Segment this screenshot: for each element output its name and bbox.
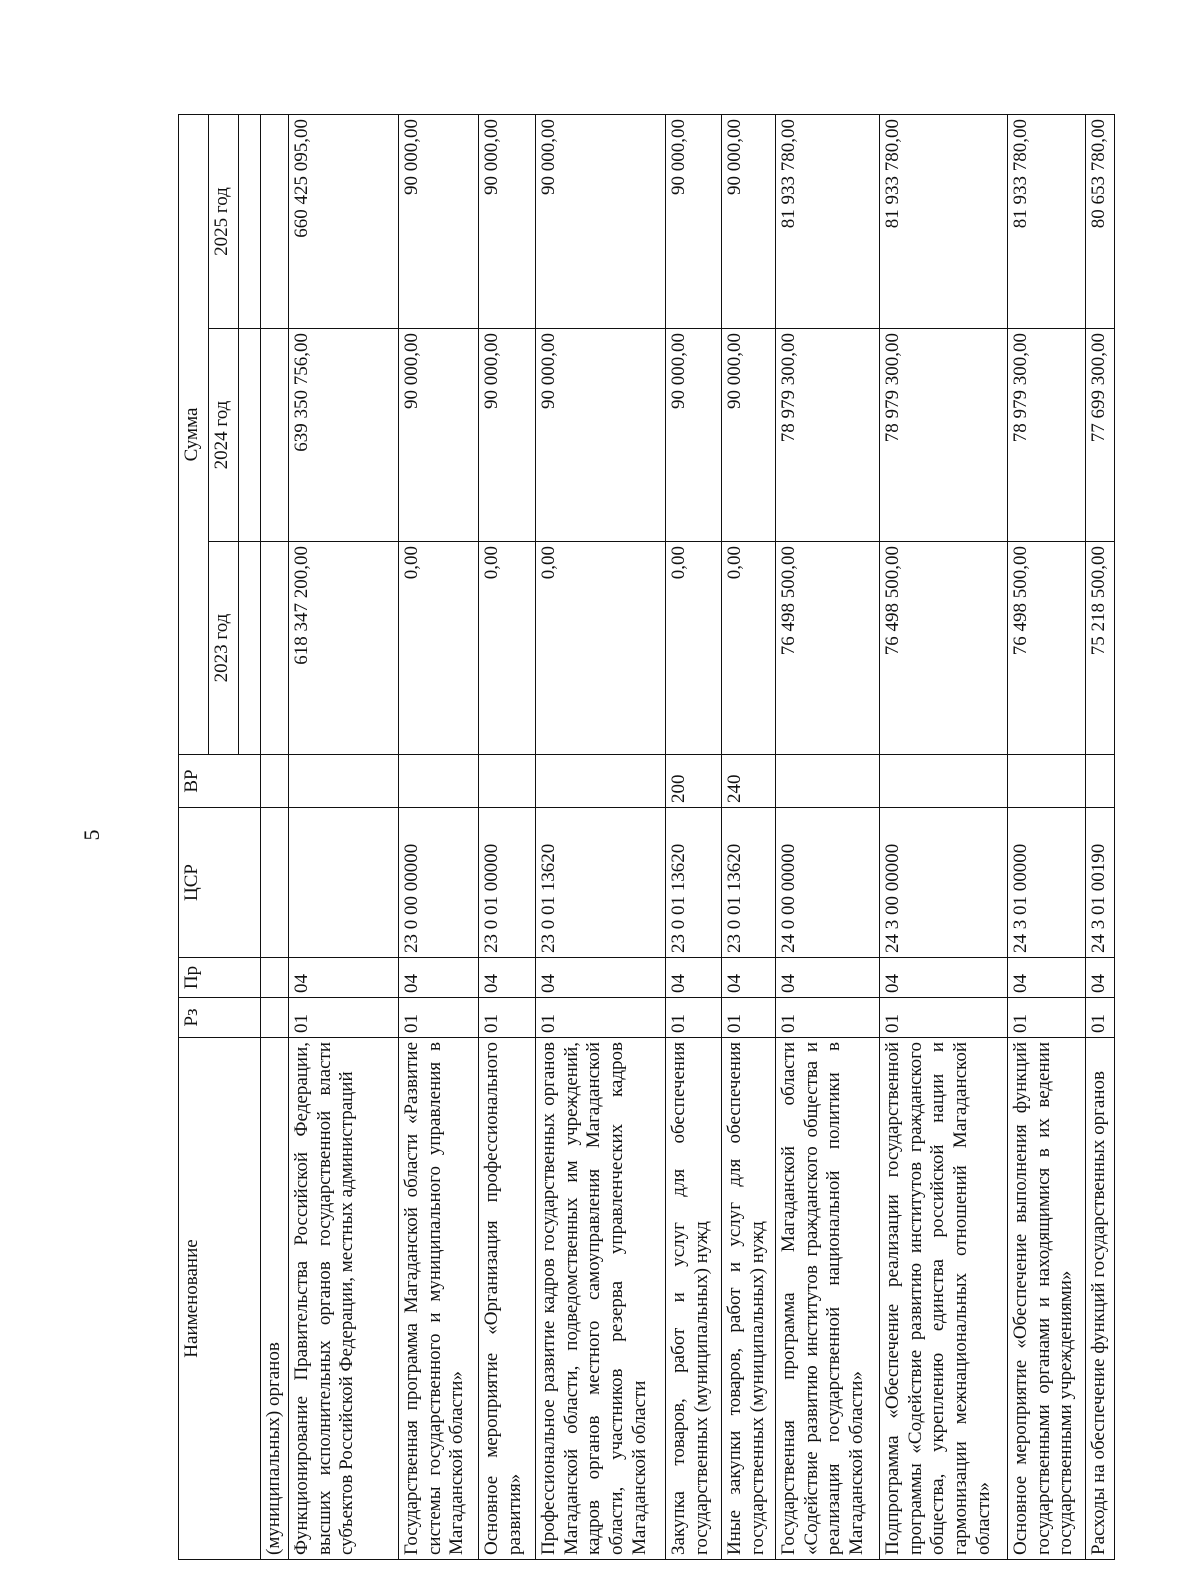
cell-name: Закупка товаров, работ и услуг для обеспечения государственных (муниципальных) нужд	[665, 1038, 721, 1560]
cell-vr	[1007, 755, 1085, 808]
cell-y2024: 639 350 756,00	[288, 329, 398, 542]
cell-vr	[1085, 755, 1114, 808]
cell-name: Функционирование Правительства Российской Федерации, высших исполнительных органов государственной власти субъектов Российской Федерации, местных администраций	[288, 1038, 398, 1560]
cell-y2025	[261, 115, 289, 329]
cell-y2023: 76 498 500,00	[879, 542, 1007, 755]
cell-csr: 24 3 01 00190	[1085, 808, 1114, 958]
cell-y2024: 90 000,00	[398, 329, 478, 542]
cell-y2024: 77 699 300,00	[1085, 329, 1114, 542]
cell-vr	[879, 755, 1007, 808]
cell-y2024: 78 979 300,00	[879, 329, 1007, 542]
cell-y2023: 618 347 200,00	[288, 542, 398, 755]
cell-rz: 01	[665, 998, 721, 1038]
cell-y2024: 90 000,00	[721, 329, 775, 542]
cell-name: Государственная программа Магаданской области «Содействие развитию институтов гражданского общества и реализация государственной национальной политики в Магаданской области»	[775, 1038, 879, 1560]
cell-y2024: 90 000,00	[535, 329, 665, 542]
cell-name: Государственная программа Магаданской области «Развитие системы государственного и муниципального управления в Магаданской области»	[398, 1038, 478, 1560]
header-csr: ЦСР	[179, 808, 261, 958]
table-row	[288, 115, 398, 1560]
cell-y2024	[261, 329, 289, 542]
table-row	[879, 115, 1007, 1560]
cell-csr: 24 0 00 00000	[775, 808, 879, 958]
table-row	[478, 115, 535, 1560]
cell-y2023	[261, 542, 289, 755]
cell-csr	[288, 808, 398, 958]
header-spacer	[239, 115, 261, 329]
cell-y2025: 81 933 780,00	[879, 115, 1007, 329]
budget-table	[178, 114, 1115, 1560]
cell-pr: 04	[879, 958, 1007, 998]
cell-csr: 23 0 01 13620	[721, 808, 775, 958]
cell-name: Основное мероприятие «Организация профессионального развития»	[478, 1038, 535, 1560]
table-row	[721, 115, 775, 1560]
cell-y2024: 90 000,00	[478, 329, 535, 542]
cell-csr: 24 3 01 00000	[1007, 808, 1085, 958]
cell-rz: 01	[879, 998, 1007, 1038]
cell-csr: 23 0 01 00000	[478, 808, 535, 958]
cell-rz	[261, 998, 289, 1038]
header-vr: ВР	[179, 755, 261, 808]
cell-y2023: 0,00	[665, 542, 721, 755]
cell-vr	[261, 755, 289, 808]
header-year-2024: 2024 год	[209, 329, 239, 542]
cell-y2024: 78 979 300,00	[1007, 329, 1085, 542]
cell-csr: 23 0 01 13620	[665, 808, 721, 958]
cell-pr: 04	[288, 958, 398, 998]
cell-rz: 01	[478, 998, 535, 1038]
cell-pr: 04	[535, 958, 665, 998]
cell-rz: 01	[721, 998, 775, 1038]
header-pr: Пр	[179, 958, 261, 998]
cell-y2025: 90 000,00	[398, 115, 478, 329]
table-row	[261, 115, 289, 1560]
cell-name: Подпрограмма «Обеспечение реализации государственной программы «Содействие развитию институтов гражданского общества, укреплению единства российской нации и гармонизации межнациональных отношений Магаданской области»	[879, 1038, 1007, 1560]
cell-name: Основное мероприятие «Обеспечение выполнения функций государственными органами и находящимися в их ведении государственными учреждениями»	[1007, 1038, 1085, 1560]
page-number: 5	[79, 829, 104, 841]
table-row	[775, 115, 879, 1560]
cell-vr	[478, 755, 535, 808]
cell-pr: 04	[721, 958, 775, 998]
cell-y2023: 0,00	[398, 542, 478, 755]
cell-rz: 01	[1085, 998, 1114, 1038]
header-spacer	[239, 542, 261, 755]
cell-pr: 04	[398, 958, 478, 998]
table-row	[665, 115, 721, 1560]
cell-name: Иные закупки товаров, работ и услуг для обеспечения государственных (муниципальных) нужд	[721, 1038, 775, 1560]
cell-name: (муниципальных) органов	[261, 1038, 289, 1560]
cell-pr: 04	[665, 958, 721, 998]
header-sum: Сумма	[179, 115, 209, 755]
cell-y2024: 90 000,00	[665, 329, 721, 542]
table-row	[1085, 115, 1114, 1560]
cell-y2025: 81 933 780,00	[1007, 115, 1085, 329]
cell-y2025: 90 000,00	[721, 115, 775, 329]
header-year-2025: 2025 год	[209, 115, 239, 329]
cell-rz: 01	[398, 998, 478, 1038]
cell-y2025: 90 000,00	[535, 115, 665, 329]
cell-rz: 01	[1007, 998, 1085, 1038]
cell-y2025: 90 000,00	[665, 115, 721, 329]
cell-vr	[288, 755, 398, 808]
cell-vr: 200	[665, 755, 721, 808]
cell-pr: 04	[478, 958, 535, 998]
cell-csr: 23 0 00 00000	[398, 808, 478, 958]
cell-name: Профессиональное развитие кадров государственных органов Магаданской области, подведомственных им учреждений, кадров органов местного самоуправления Магаданской области, участников резерва управленческих кадров Магаданской области	[535, 1038, 665, 1560]
cell-rz: 01	[775, 998, 879, 1038]
cell-y2024: 78 979 300,00	[775, 329, 879, 542]
cell-rz: 01	[535, 998, 665, 1038]
cell-y2023: 0,00	[535, 542, 665, 755]
cell-rz: 01	[288, 998, 398, 1038]
cell-vr	[398, 755, 478, 808]
header-name: Наименование	[179, 1038, 261, 1560]
table-row	[535, 115, 665, 1560]
cell-y2023: 76 498 500,00	[775, 542, 879, 755]
cell-vr	[775, 755, 879, 808]
cell-pr: 04	[1007, 958, 1085, 998]
cell-y2023: 76 498 500,00	[1007, 542, 1085, 755]
table-row	[398, 115, 478, 1560]
cell-pr	[261, 958, 289, 998]
cell-pr: 04	[775, 958, 879, 998]
cell-y2023: 0,00	[478, 542, 535, 755]
cell-y2025: 80 653 780,00	[1085, 115, 1114, 329]
cell-y2023: 75 218 500,00	[1085, 542, 1114, 755]
header-spacer	[239, 329, 261, 542]
header-rz: Рз	[179, 998, 261, 1038]
cell-y2025: 81 933 780,00	[775, 115, 879, 329]
cell-vr	[535, 755, 665, 808]
cell-vr: 240	[721, 755, 775, 808]
cell-y2023: 0,00	[721, 542, 775, 755]
table-row	[1007, 115, 1085, 1560]
header-year-2023: 2023 год	[209, 542, 239, 755]
cell-csr	[261, 808, 289, 958]
cell-csr: 24 3 00 00000	[879, 808, 1007, 958]
cell-name: Расходы на обеспечение функций государственных органов	[1085, 1038, 1114, 1560]
cell-csr: 23 0 01 13620	[535, 808, 665, 958]
cell-pr: 04	[1085, 958, 1114, 998]
cell-y2025: 90 000,00	[478, 115, 535, 329]
cell-y2025: 660 425 095,00	[288, 115, 398, 329]
rotated-table-wrapper	[178, 115, 1108, 1560]
table-body	[261, 115, 1115, 1560]
